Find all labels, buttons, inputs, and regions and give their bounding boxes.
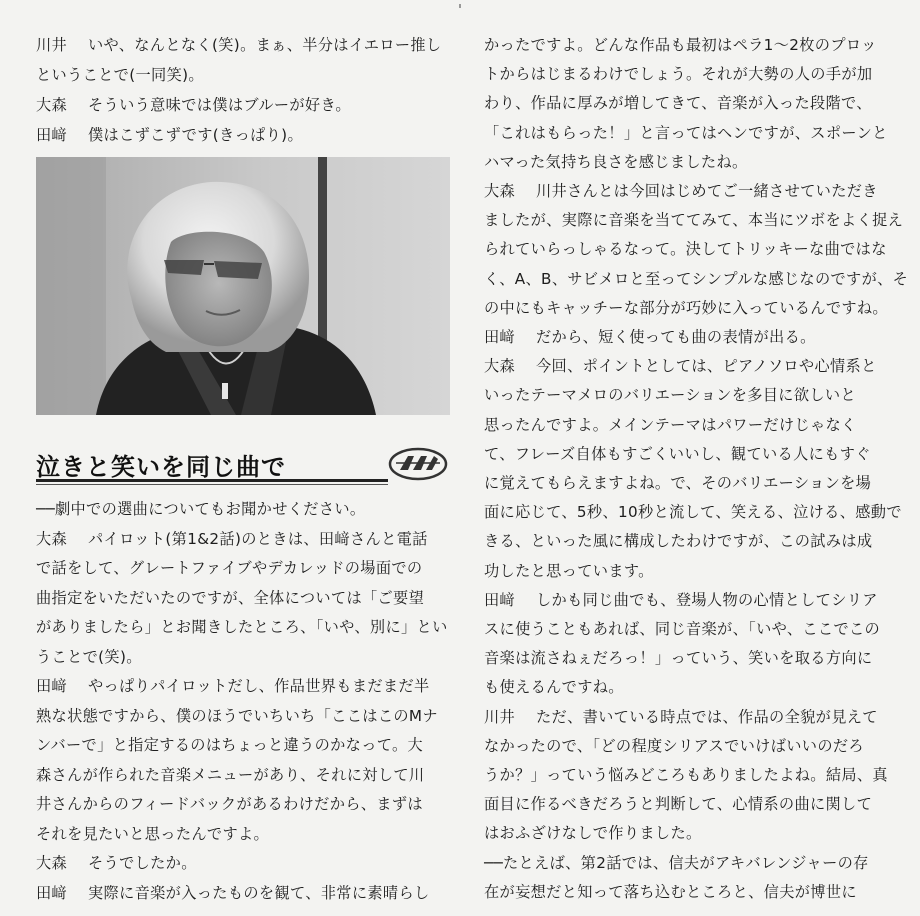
line-text: やっぱりパイロットだし、作品世界もまだまだ半 (88, 677, 430, 695)
section-title: 泣きと笑いを同じ曲で (36, 453, 286, 481)
line-text: きる、といった風に構成したわけですが、この試みは成 (484, 532, 873, 551)
interviewee-photo (36, 157, 450, 415)
line-text: 実際に音楽が入ったものを観て、非常に素晴らし (88, 883, 430, 902)
text-line (36, 30, 441, 60)
line-text: られていらっしゃるなって。決してトリッキーな曲ではな (484, 240, 887, 259)
text-line (484, 380, 856, 410)
text-line (36, 60, 204, 90)
text-line (36, 120, 303, 150)
section-heading (36, 443, 450, 485)
text-line (36, 760, 424, 790)
text-line (36, 494, 365, 524)
text-line (484, 877, 857, 907)
text-line (484, 30, 877, 60)
line-text: かったですよ。どんな作品も最初はペラ1～2枚のプロッ (484, 36, 877, 54)
text-line (36, 730, 423, 760)
text-line (484, 789, 872, 819)
text-line (484, 410, 857, 440)
photo-drawing (36, 157, 450, 415)
line-text: 「これはもらった！」と言ってはヘンですが、スポーンと (484, 123, 888, 142)
speaker-name: 田﨑 (484, 328, 516, 346)
line-text: 川井さんとは今回はじめてご一緒させていただき (536, 182, 878, 200)
speaker-name: 大森 (36, 96, 68, 114)
line-text: ということで(一同笑)。 (36, 66, 204, 84)
speaker-name: 田﨑 (36, 677, 68, 695)
line-text: 森さんが作られた音楽メニューがあり、それに対して川 (36, 765, 425, 784)
text-line (36, 524, 428, 554)
speaker-name: 川井 (484, 707, 516, 726)
line-text: の中にもキャッチーな部分が巧妙に入っているんですね。 (484, 298, 888, 317)
line-text: そういう意味では僕はブルーが好き。 (88, 96, 351, 114)
text-line (36, 612, 448, 642)
text-line (36, 789, 423, 819)
line-text: に覚えてもらえますよね。で、そのバリエーションを場 (484, 474, 872, 492)
text-line (484, 351, 877, 381)
line-text: ハマった気持ち良さを感じましたね。 (484, 152, 748, 171)
section-rule (36, 479, 388, 482)
line-text: スに使うこともあれば、同じ音楽が、「いや、ここでこの (484, 620, 881, 638)
line-text: で話をして、グレートファイブやデカレッドの場面での (36, 559, 423, 577)
line-text: 僕はこずこずです(きっぱり)。 (88, 126, 303, 144)
line-text: なかったので、「どの程度シリアスでいけばいいのだろ (484, 736, 864, 755)
text-line (36, 878, 430, 908)
line-text: いや、なんとなく(笑)。まぁ、半分はイエロー推し (88, 36, 442, 54)
line-text: がありましたら」とお聞きしたところ、「いや、別に」とい (36, 618, 448, 636)
text-line (484, 614, 880, 644)
speaker-name: 大森 (484, 182, 516, 200)
line-text: はおふざけなしで作りました。 (484, 824, 702, 843)
speaker-name: 大森 (36, 529, 68, 548)
line-text: ──たとえば、第2話では、信夫がアキバレンジャーの存 (484, 853, 869, 872)
line-text: 井さんからのフィードバックがあるわけだから、まずは (36, 795, 423, 813)
text-line (484, 147, 748, 177)
text-line (484, 468, 871, 498)
line-text: パイロット(第1&2話)のときは、田﨑さんと電話 (88, 529, 428, 548)
speaker-name: 大森 (36, 854, 68, 872)
line-text: ンバーで」と指定するのはちょっと違うのかなって。大 (36, 736, 424, 754)
line-text: 曲指定をいただいたのですが、全体については「ご要望 (36, 588, 425, 607)
text-line (484, 818, 702, 848)
text-line (484, 731, 864, 761)
text-line (36, 90, 351, 120)
text-line (484, 672, 624, 702)
line-text: 今回、ポイントとしては、ピアノソロや心情系と (536, 357, 877, 376)
text-line (36, 671, 430, 701)
speaker-name: 大森 (484, 357, 516, 376)
line-text: 熟な状態ですから、僕のほうでいちいち「ここはこのMナ (36, 706, 438, 725)
text-line (484, 497, 902, 527)
text-line (484, 643, 872, 673)
line-text: わり、作品に厚みが増してきて、音楽が入った段階で、 (484, 94, 872, 113)
line-text: 面目に作るべきだろうと判断して、心情系の曲に関して (484, 795, 873, 814)
text-line (484, 176, 878, 206)
line-text: く、A、B、サビメロと至ってシンプルな感じなのですが、そ (484, 269, 909, 288)
line-text: そうでしたか。 (88, 854, 197, 872)
line-text: ただ、書いている時点では、作品の全貌が見えて (536, 707, 878, 726)
text-line (484, 760, 888, 790)
line-text: しかも同じ曲でも、登場人物の心情としてシリア (536, 590, 878, 609)
line-text: トからはじまるわけでしょう。それが大勢の人の手が加 (484, 65, 873, 84)
speaker-name: 川井 (36, 36, 68, 54)
line-text: 功したと思っています。 (484, 561, 654, 580)
line-text: も使えるんですね。 (484, 678, 624, 697)
text-line (484, 205, 903, 235)
speaker-name: 田﨑 (36, 126, 68, 144)
text-line (484, 585, 878, 615)
text-line (484, 264, 908, 294)
text-line (484, 556, 654, 586)
text-line (36, 848, 197, 878)
line-text: 音楽は流さねぇだろっ！」っていう、笑いを取る方向に (484, 649, 873, 668)
line-text: ましたが、実際に音楽を当ててみて、本当にツボをよく捉え (484, 211, 904, 230)
series-logo-icon (386, 443, 450, 485)
line-text: だから、短く使っても曲の表情が出る。 (536, 328, 816, 346)
speaker-name: 田﨑 (36, 883, 68, 902)
line-text: うことで(笑)。 (36, 647, 142, 666)
text-line (484, 439, 871, 469)
text-line (36, 819, 269, 849)
text-line (484, 848, 869, 878)
text-line (484, 88, 872, 118)
text-line (484, 322, 816, 352)
text-line (484, 702, 878, 732)
line-text: ──劇中での選曲についてもお聞かせください。 (36, 500, 366, 518)
text-line (484, 293, 888, 323)
line-text: て、フレーズ自体もすごくいいし、観ている人にもすぐ (484, 444, 871, 463)
text-line (36, 701, 438, 731)
line-text: それを見たいと思ったんですよ。 (36, 824, 270, 843)
text-line (484, 59, 872, 89)
gutter-mark (459, 4, 461, 8)
line-text: うか？」っていう悩みどころもありましたよね。結局、真 (484, 766, 888, 784)
text-line (36, 553, 422, 583)
line-text: 面に応じて、5秒、10秒と流して、笑える、泣ける、感動で (484, 503, 902, 522)
line-text: いったテーマメロのバリエーションを多目に欲しいと (484, 386, 856, 405)
text-line (36, 642, 142, 672)
line-text: 思ったんですよ。メインテーマはパワーだけじゃなく (484, 415, 857, 434)
text-line (484, 234, 887, 264)
speaker-name: 田﨑 (484, 590, 516, 609)
text-line (36, 583, 424, 613)
text-line (484, 118, 888, 148)
text-line (484, 526, 872, 556)
line-text: 在が妄想だと知って落ち込むところと、信夫が博世に (484, 882, 857, 901)
section-rule-thin (36, 484, 388, 485)
